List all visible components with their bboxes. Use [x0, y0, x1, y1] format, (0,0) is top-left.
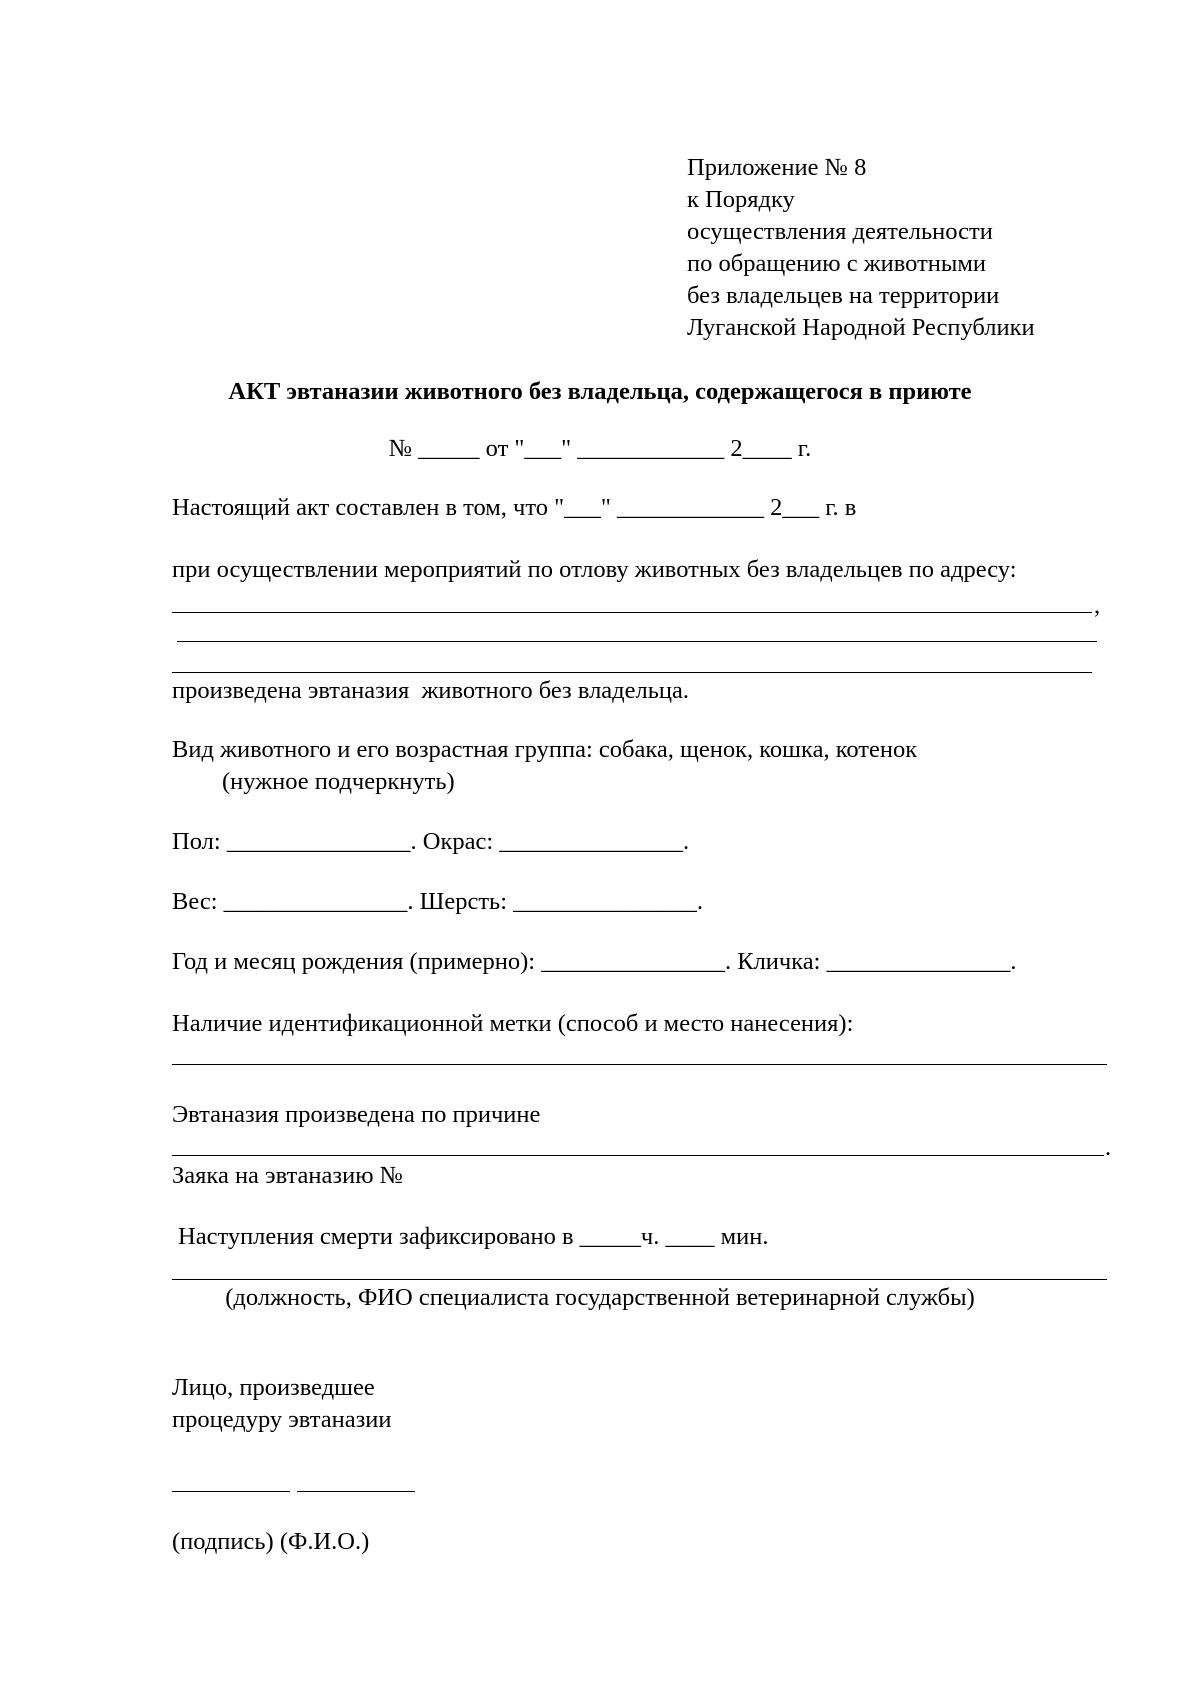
- act-date-line: Настоящий акт составлен в том, что "___" ____________ 2___ г. в: [172, 494, 857, 521]
- signature-caption: (подпись) (Ф.И.О.): [172, 1528, 370, 1555]
- reason-line: [172, 1155, 1104, 1156]
- reason-period: .: [1105, 1134, 1112, 1161]
- address-label: при осуществлении мероприятий по отлову животных без владельцев по адресу:: [172, 556, 1017, 583]
- address-line-3: [172, 672, 1092, 673]
- id-mark-label: Наличие идентификационной метки (способ и место нанесения):: [172, 1010, 854, 1037]
- death-time-line: Наступления смерти зафиксировано в _____ч. ____ мин.: [178, 1223, 769, 1250]
- species-line: Вид животного и его возрастная группа: собака, щенок, кошка, котенок: [172, 736, 918, 763]
- vet-caption: (должность, ФИО специалиста государственной ветеринарной службы): [225, 1284, 975, 1311]
- birth-name-line: Год и месяц рождения (примерно): _______________. Кличка: _______________.: [172, 948, 1017, 975]
- address-line-1: [172, 612, 1092, 613]
- request-label: Заяка на эвтаназию №: [172, 1162, 403, 1189]
- performer-line-1: Лицо, произведшее: [172, 1374, 375, 1401]
- weight-fur-line: Вес: _______________. Шерсть: _______________.: [172, 888, 704, 915]
- appendix-line-1: Приложение № 8: [687, 154, 867, 181]
- sex-color-line: Пол: _______________. Окрас: _______________.: [172, 828, 690, 855]
- id-mark-line: [172, 1064, 1107, 1065]
- address-line-2: [177, 641, 1097, 642]
- appendix-line-2: к Порядку: [687, 186, 795, 213]
- address-comma: ,: [1094, 592, 1101, 619]
- fio-line: [297, 1491, 415, 1492]
- appendix-line-3: осуществления деятельности: [687, 218, 993, 245]
- performer-line-2: процедуру эвтаназии: [172, 1406, 392, 1433]
- euthanasia-done-text: произведена эвтаназия животного без владельца.: [172, 677, 690, 704]
- document-title: АКТ эвтаназии животного без владельца, содержащегося в приюте: [228, 378, 972, 405]
- signature-line: [172, 1491, 290, 1492]
- reason-label: Эвтаназия произведена по причине: [172, 1101, 541, 1128]
- vet-signature-line: [172, 1279, 1107, 1280]
- species-hint: (нужное подчеркнуть): [222, 768, 455, 795]
- appendix-line-6: Луганской Народной Республики: [687, 314, 1035, 341]
- appendix-line-4: по обращению с животными: [687, 250, 986, 277]
- appendix-line-5: без владельцев на территории: [687, 282, 1000, 309]
- act-number-line: № _____ от "___" ____________ 2____ г.: [388, 435, 812, 462]
